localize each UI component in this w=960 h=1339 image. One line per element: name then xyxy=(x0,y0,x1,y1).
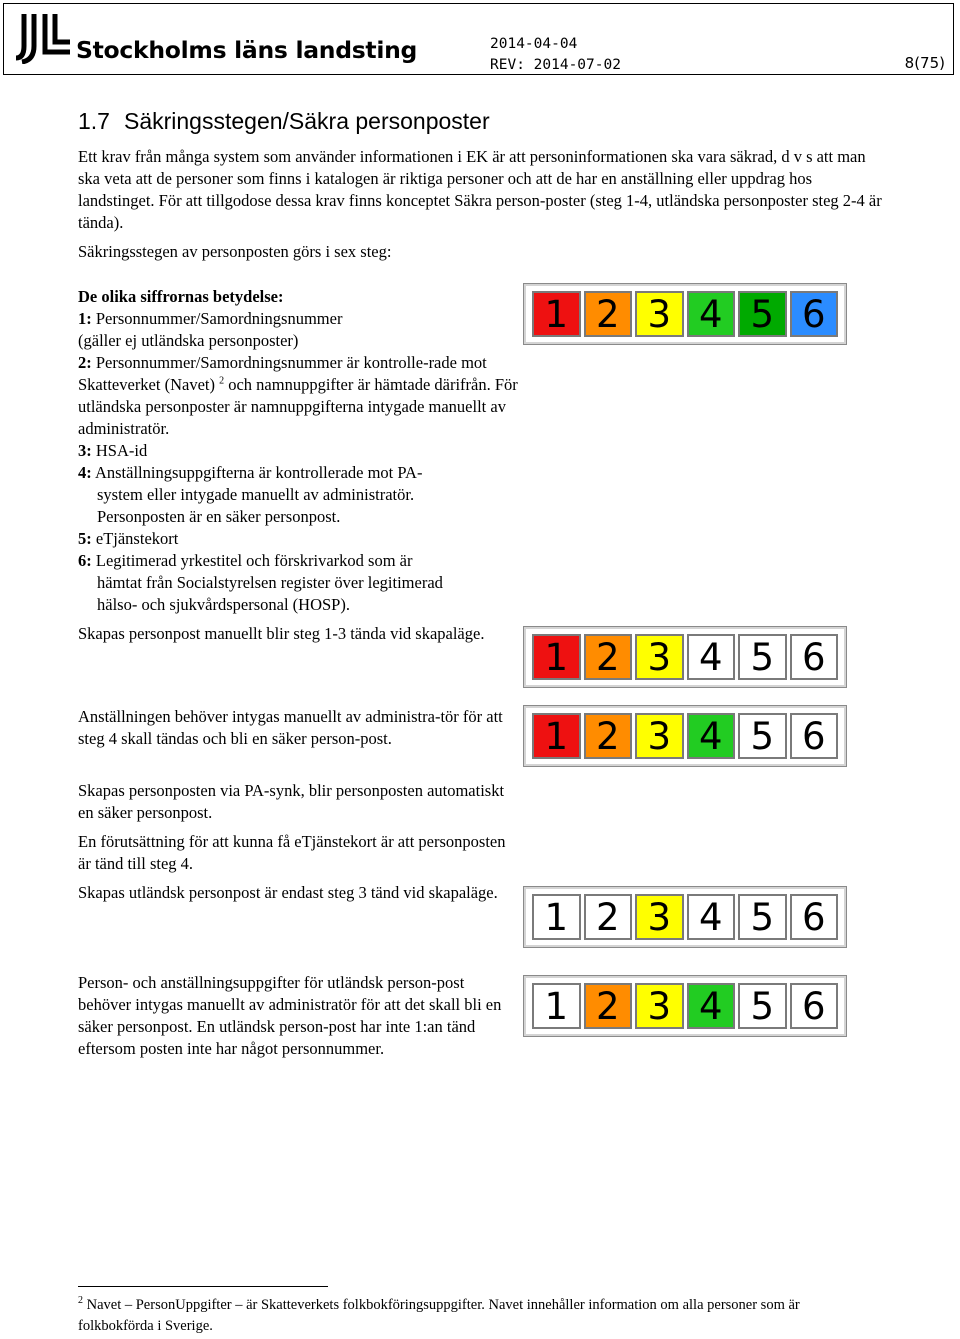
revision-date: REV: 2014-07-02 xyxy=(490,57,621,73)
step-cell-6: 6 xyxy=(790,634,839,680)
step-cell-3: 3 xyxy=(635,634,684,680)
legend-item-4: 4: Anställningsuppgifterna är kontrollerade mot PA- system eller intygade manuellt av administratör. Personposten är en säker personpost. xyxy=(78,463,423,526)
step-cell-3: 3 xyxy=(635,713,684,759)
paragraph-foreign-attest: Person- och anställningsuppgifter för utländsk person-post behöver intygas manuellt av administratör för att det skall bli en säker personpost. En utländsk person-post har inte 1:an tänd eftersom posten inte har något personnummer. xyxy=(78,973,502,1058)
section-heading xyxy=(78,108,490,135)
step-cell-5: 5 xyxy=(738,983,787,1029)
step-cell-3: 3 xyxy=(635,983,684,1029)
step-cell-3: 3 xyxy=(635,894,684,940)
step-cell-6: 6 xyxy=(790,291,839,337)
org-name: Stockholms läns landsting xyxy=(76,36,418,64)
step-cell-2: 2 xyxy=(584,894,633,940)
legend-item-3: 3: HSA-id xyxy=(78,441,148,460)
step-cell-5: 5 xyxy=(738,291,787,337)
step-cell-6: 6 xyxy=(790,894,839,940)
legend-heading: De olika siffrornas betydelse: xyxy=(78,287,284,306)
step-cell-1: 1 xyxy=(532,983,581,1029)
paragraph-employment-attest: Anställningen behöver intygas manuellt av administra-tör för att steg 4 skall tändas och bli en säker person-post. xyxy=(78,707,503,748)
step-ladder-foreign-attested xyxy=(523,975,847,1037)
step-cell-4: 4 xyxy=(687,983,736,1029)
step-cell-4: 4 xyxy=(687,634,736,680)
paragraph-foreign-create: Skapas utländsk personpost är endast steg 3 tänd vid skapaläge. xyxy=(78,883,498,902)
step-cell-2: 2 xyxy=(584,291,633,337)
step-cell-1: 1 xyxy=(532,713,581,759)
paragraph-manual-create: Skapas personpost manuellt blir steg 1-3 tända vid skapaläge. xyxy=(78,624,485,643)
intro-paragraph: Ett krav från många system som använder informationen i EK är att personinformationen ska vara säkrad, d v s att man ska veta att de personer som finns i katalogen är riktiga personer och att de har en anställning eller uppdrag hos landstinget. För att tillgodose dessa krav finns konceptet Säkra person-poster (steg 1-4, utländska personposter steg 2-4 är tända). xyxy=(78,147,882,232)
section-title: Säkringsstegen/Säkra personposter xyxy=(123,108,490,134)
step-cell-2: 2 xyxy=(584,634,633,680)
sll-logo-icon xyxy=(14,12,74,64)
page-number: 8(75) xyxy=(904,54,945,72)
step-cell-5: 5 xyxy=(738,634,787,680)
step-ladder-step4-attested xyxy=(523,705,847,767)
step-cell-6: 6 xyxy=(790,983,839,1029)
doc-date: 2014-04-04 xyxy=(490,36,578,52)
step-cell-4: 4 xyxy=(687,894,736,940)
legend-item-5: 5: eTjänstekort xyxy=(78,529,179,548)
step-cell-5: 5 xyxy=(738,894,787,940)
step-cell-4: 4 xyxy=(687,713,736,759)
page-header xyxy=(3,3,954,75)
step-cell-1: 1 xyxy=(532,291,581,337)
step-legend xyxy=(78,286,518,616)
legend-item-1: 1: Personnummer/Samordningsnummer xyxy=(78,309,343,328)
step-cell-2: 2 xyxy=(584,983,633,1029)
legend-item-2: 2: Personnummer/Samordningsnummer är kontrolle-rade mot Skatteverket (Navet) $^2$ och namnuppgifter är hämtade därifrån. För utländska personposter är namnuppgifterna intygade manuellt av administratör. xyxy=(78,353,518,438)
step-ladder-manual-create xyxy=(523,626,847,688)
section-number: 1.7 xyxy=(78,108,110,134)
sll-logo xyxy=(14,12,418,68)
step-cell-5: 5 xyxy=(738,713,787,759)
step-cell-3: 3 xyxy=(635,291,684,337)
step-cell-1: 1 xyxy=(532,634,581,680)
legend-item-1-note: (gäller ej utländska personposter) xyxy=(78,331,299,350)
step-ladder-all-steps xyxy=(523,283,847,345)
step-cell-2: 2 xyxy=(584,713,633,759)
steps-intro: Säkringsstegen av personposten görs i sex steg: xyxy=(78,242,392,261)
footnote: $^2$ Navet – PersonUppgifter – är Skatteverkets folkbokföringsuppgifter. Navet innehåller information om alla personer som är folkbokförda i Sverige. xyxy=(78,1295,800,1334)
step-cell-1: 1 xyxy=(532,894,581,940)
paragraph-etjanstekort: En förutsättning för att kunna få eTjänstekort är att personposten är tänd till steg 4. xyxy=(78,832,506,873)
step-cell-6: 6 xyxy=(790,713,839,759)
header-dates xyxy=(490,34,621,76)
legend-item-6: 6: Legitimerad yrkestitel och förskrivarkod som är hämtat från Socialstyrelsen register över legitimerad hälso- och sjukvårdspersonal (HOSP). xyxy=(78,551,443,614)
paragraph-pa-sync: Skapas personposten via PA-synk, blir personposten automatiskt en säker personpost. xyxy=(78,781,505,822)
step-ladder-foreign-create xyxy=(523,886,847,948)
footnote-rule xyxy=(78,1286,328,1287)
step-cell-4: 4 xyxy=(687,291,736,337)
